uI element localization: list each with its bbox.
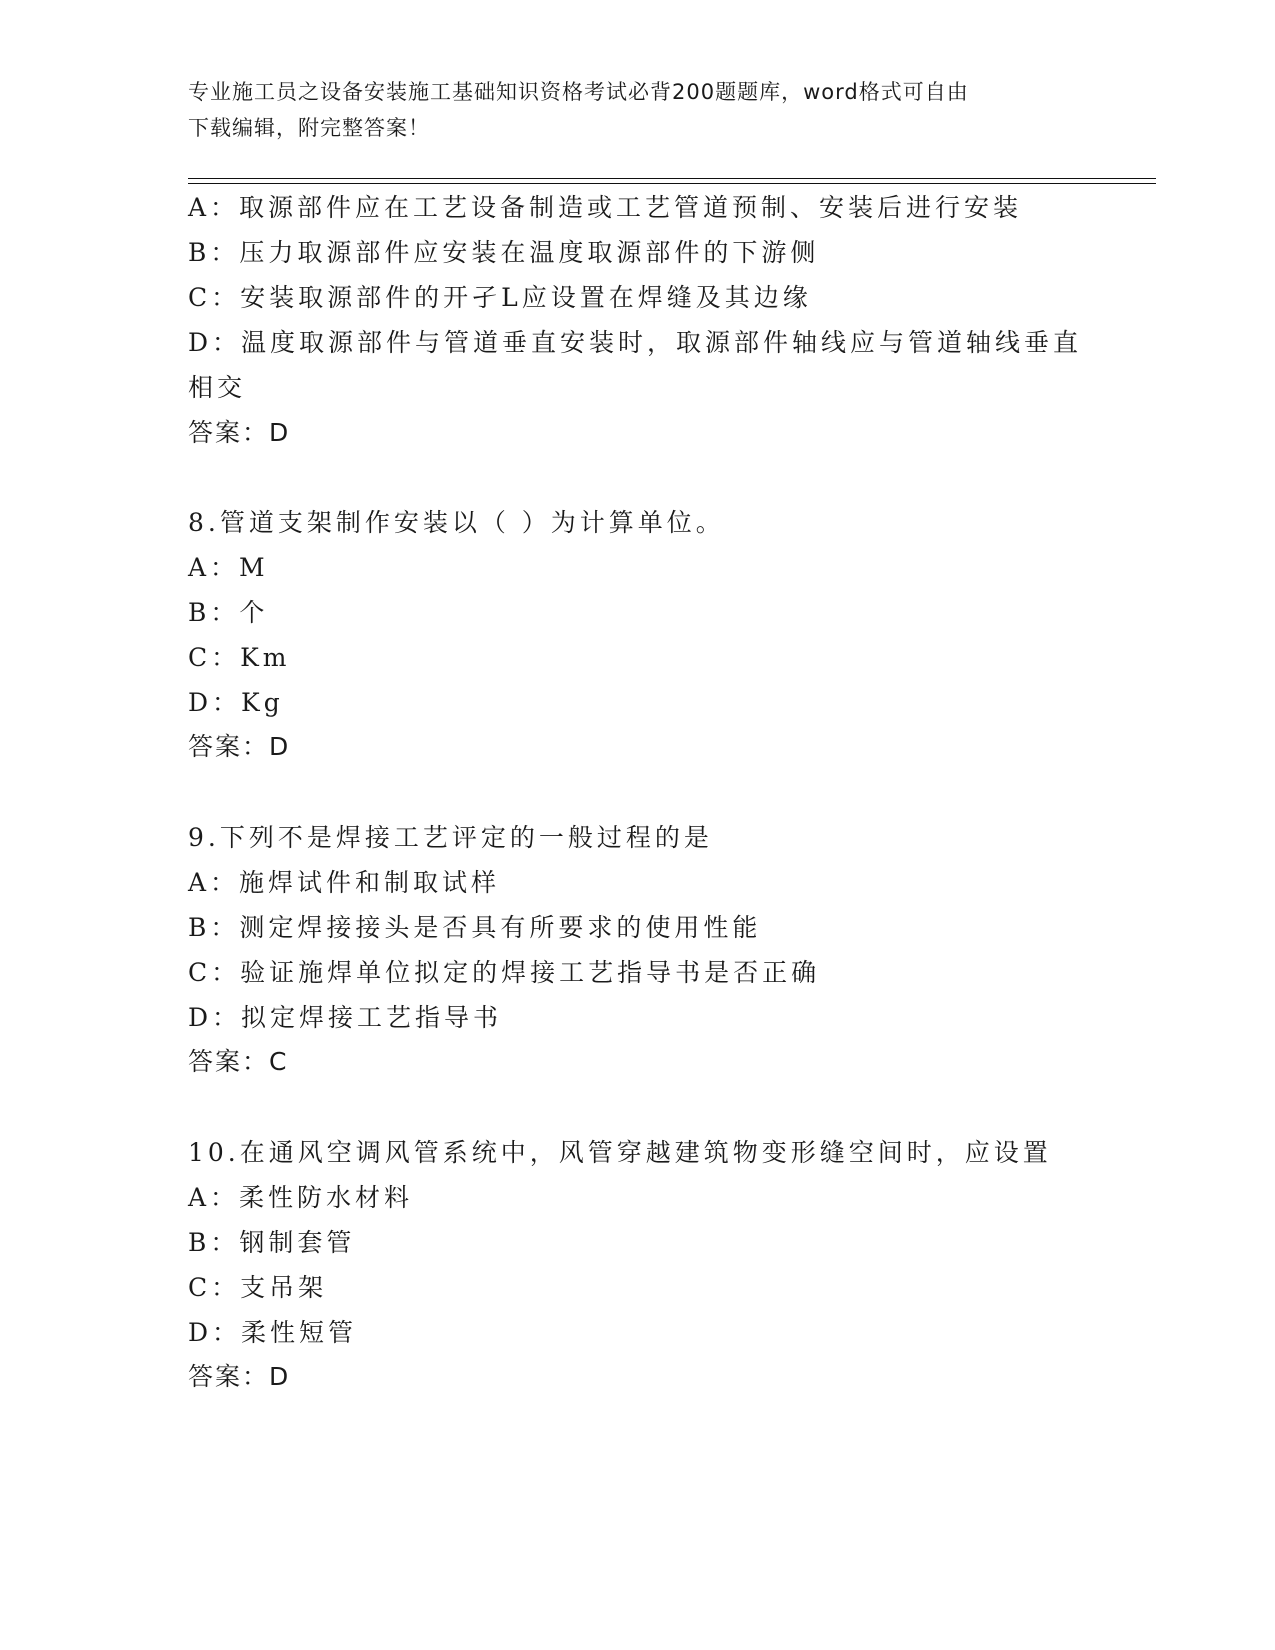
q8-option-c: C：Km (188, 643, 291, 672)
header-line-2: 下载编辑，附完整答案！ (188, 116, 430, 140)
q10-option-b: B：钢制套管 (188, 1228, 356, 1257)
q7-option-a: A：取源部件应在工艺设备制造或工艺管道预制、安装后进行安装 (188, 193, 1023, 222)
header-divider-top (188, 178, 1156, 179)
header-divider-bottom (188, 183, 1156, 184)
document-header (188, 74, 1078, 146)
q8-option-d: D：Kg (188, 688, 284, 717)
q7-option-d-continued: 相交 (188, 373, 247, 402)
q9-question: 9.下列不是焊接工艺评定的一般过程的是 (188, 823, 713, 852)
q10-option-a: A：柔性防水材料 (188, 1183, 414, 1212)
q8-option-b: B：个 (188, 598, 269, 627)
q9-option-b: B：测定焊接接头是否具有所要求的使用性能 (188, 913, 762, 942)
q10-question: 10.在通风空调风管系统中，风管穿越建筑物变形缝空间时，应设置 (188, 1138, 1052, 1167)
q10-answer: 答案：D (188, 1362, 291, 1391)
q10-option-c: C：支吊架 (188, 1273, 328, 1302)
q8-question: 8.管道支架制作安装以（ ）为计算单位。 (188, 508, 725, 537)
q7-option-d: D：温度取源部件与管道垂直安装时，取源部件轴线应与管道轴线垂直 (188, 328, 1083, 357)
q9-answer: 答案：C (188, 1047, 289, 1076)
q7-option-c: C：安装取源部件的开孑L应设置在焊缝及其边缘 (188, 283, 812, 312)
q9-option-d: D：拟定焊接工艺指导书 (188, 1003, 503, 1032)
q8-option-a: A：M (188, 553, 269, 582)
q9-option-c: C：验证施焊单位拟定的焊接工艺指导书是否正确 (188, 958, 821, 987)
q7-option-b: B：压力取源部件应安装在温度取源部件的下游侧 (188, 238, 820, 267)
header-line-1: 专业施工员之设备安装施工基础知识资格考试必背200题题库，word格式可自由 (188, 80, 969, 104)
q7-answer: 答案：D (188, 418, 291, 447)
q8-answer: 答案：D (188, 732, 291, 761)
q9-option-a: A：施焊试件和制取试样 (188, 868, 501, 897)
q10-option-d: D：柔性短管 (188, 1318, 358, 1347)
